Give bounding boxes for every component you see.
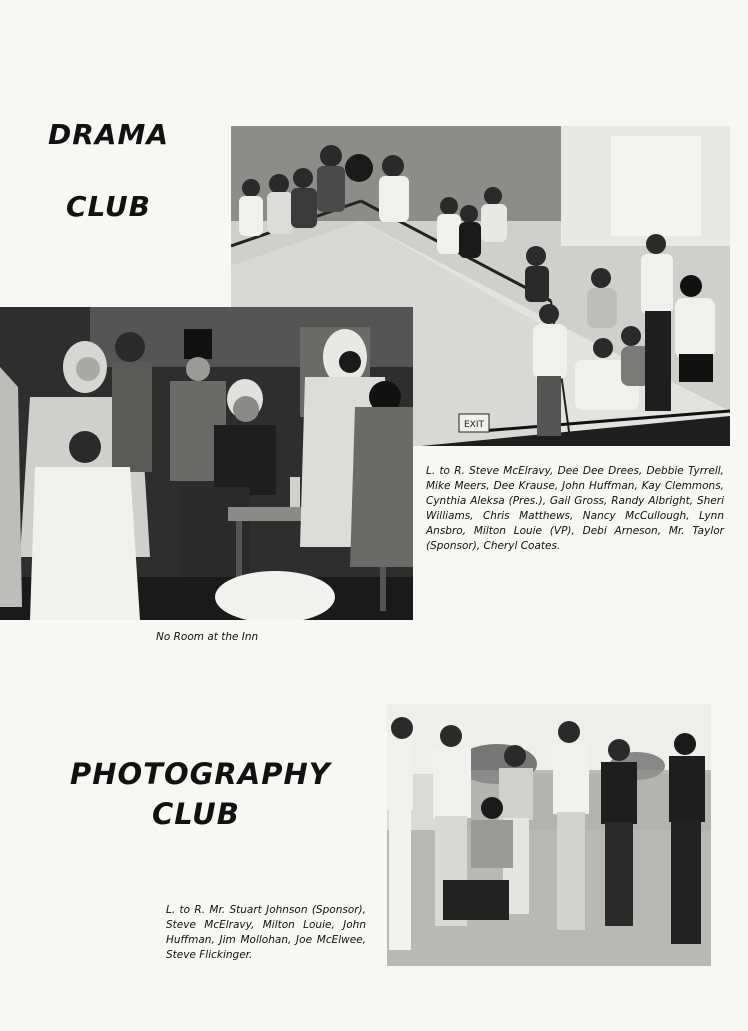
drama-caption: L. to R. Steve McElravy, Dee Dee Drees, Debbie Tyrrell, Mike Meers, Dee Krause, John Huffman, Kay Clemmons, Cynthia Aleksa (Pres.), Gail Gross, Randy Albright, Sheri Williams, Chris Matthews, Nancy McCullough, Lynn Ansbro, Milton Louie (VP), Debi Arneson, Mr. Taylor (Sponsor), Cheryl Coates. xyxy=(426,465,724,552)
drama-title-line2: CLUB xyxy=(66,190,151,223)
photography-club-photo xyxy=(387,704,711,966)
drama-play-photo xyxy=(0,307,413,620)
photography-caption: L. to R. Mr. Stuart Johnson (Sponsor), Steve McElravy, Milton Louie, John Huffman, Jim Mollohan, Joe McElwee, Steve Flickinger. xyxy=(166,904,366,961)
photography-title-line1: PHOTOGRAPHY xyxy=(70,757,331,791)
drama-title-line1: DRAMA xyxy=(48,118,170,151)
photography-title-line2: CLUB xyxy=(152,797,240,831)
drama-play-photo-label: No Room at the Inn xyxy=(156,631,259,643)
exit-sign-text: EXIT xyxy=(463,420,485,430)
